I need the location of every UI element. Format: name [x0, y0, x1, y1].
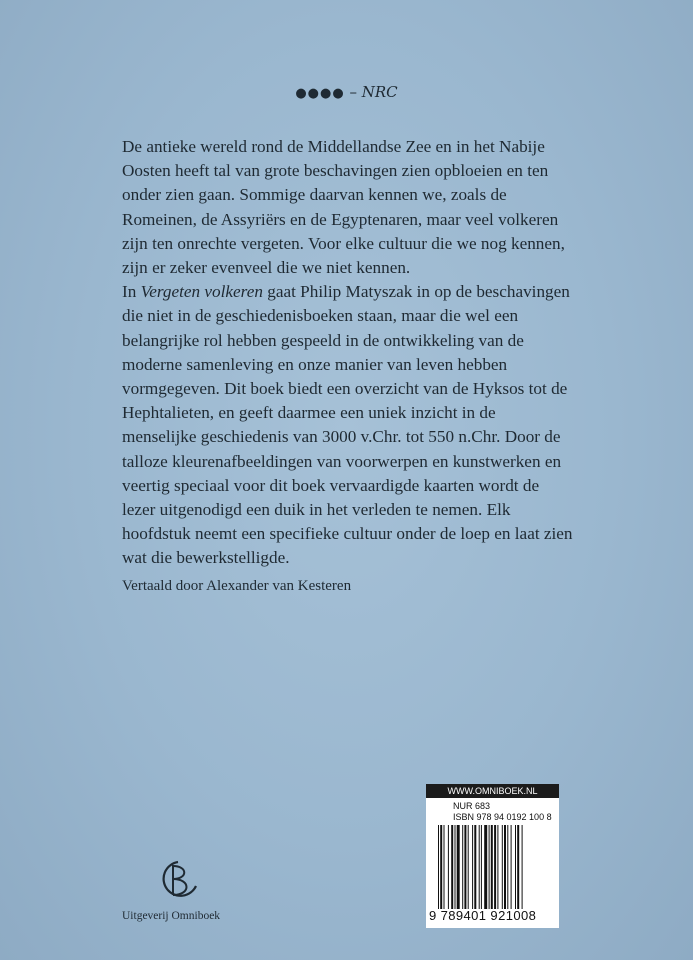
rating-stars: ●●●● — [295, 86, 345, 101]
review-source: NRC — [361, 83, 398, 101]
translator-credit: Vertaald door Alexander van Kesteren — [122, 578, 352, 594]
omniboek-logo-icon — [158, 852, 200, 907]
book-title: Vergeten volkeren — [140, 282, 263, 302]
nur-code: NUR 683 — [453, 801, 491, 811]
back-cover-blurb — [122, 135, 574, 571]
isbn-number: ISBN 978 94 0192 100 8 — [453, 812, 552, 822]
blurb-paragraph-1: De antieke wereld rond de Middellandse Zee en in het Nabije Oosten heeft tal van grote beschavingen zien opbloeien en ten onder zien gaan. Sommige daarvan kennen we, zoals de Romeinen, de Assyriërs en de Egyptenaren, maar veel volkeren zijn ten onrechte vergeten. Voor elke cultuur die we nog kennen, zijn er zeker evenveel die we niet kennen. — [122, 137, 565, 278]
blurb-lead: In — [122, 282, 141, 302]
blurb-rest: gaat Philip Matyszak in op de beschavingen die niet in de geschiedenisboeken staan, maar die wel een belangrijke rol hebben gespeeld in de ontwikkeling van de moderne samenleving en onze manier van leven hebben vormgegeven. Dit boek biedt een overzicht van de Hyksos tot de Hephtalieten, en geeft daarmee een uniek inzicht in de menselijke geschiedenis van 3000 v.Chr. tot 550 n.Chr. Door de talloze kleurenafbeeldingen van voorwerpen en kunstwerken en veertig speciaal voor dit boek vervaardigde kaarten wordt de lezer uitgenodigd een duik in het verleden te nemen. Elk hoofdstuk neemt een specifieke cultuur onder de loep en laat zien wat die bewerkstelligde. — [122, 282, 573, 568]
barcode-digits: 9 789401 921008 — [429, 908, 537, 923]
blurb-paragraph-2 — [122, 280, 574, 570]
publisher-website: WWW.OMNIBOEK.NL — [426, 784, 559, 798]
barcode-box — [426, 784, 559, 928]
publisher-name: Uitgeverij Omniboek — [122, 910, 221, 922]
barcode-bars — [438, 825, 552, 909]
review-quote — [0, 83, 693, 101]
review-separator: – — [349, 83, 357, 101]
